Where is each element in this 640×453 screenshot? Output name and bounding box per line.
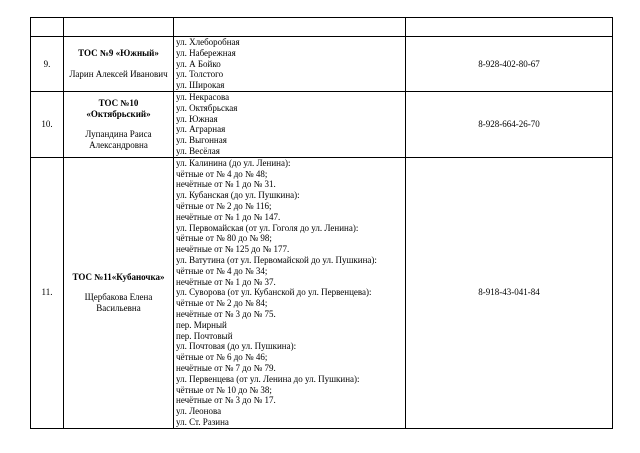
street-line: ул. Кубанская (до ул. Пушкина): <box>176 190 300 201</box>
street-line: ул. Суворова (от ул. Кубанской до ул. Первенцева): <box>176 287 372 298</box>
org-name: ТОС №9 «Южный» <box>78 48 159 59</box>
header-cell-phone <box>406 18 613 37</box>
tos-table <box>30 17 613 429</box>
header-cell-org <box>64 18 174 37</box>
street-line: ул. Ст. Разина <box>176 416 229 427</box>
street-line: ул. Хлеборобная <box>176 37 240 47</box>
street-line: ул. Почтовая (до ул. Пушкина): <box>176 341 297 352</box>
street-line: ул. Набережная <box>176 47 236 58</box>
street-line: ул. Аграрная <box>176 124 226 135</box>
street-line: ул. Первомайская (от ул. Гоголя до ул. Ленина): <box>176 222 359 233</box>
org-name: ТОС №11«Кубаночка» <box>72 271 165 282</box>
street-line: нечётные от № 1 до № 31. <box>176 179 276 190</box>
street-line: пер. Мирный <box>176 319 227 330</box>
street-line: ул. А Бойко <box>176 58 221 69</box>
streets-cell <box>174 91 406 157</box>
table-row <box>31 157 613 428</box>
org-name: ТОС №10 «Октябрьский» <box>86 97 151 119</box>
street-line: нечётные от № 7 до № 79. <box>176 362 276 373</box>
street-line: нечётные от № 125 до № 177. <box>176 244 290 255</box>
street-line: чётные от № 2 до № 116; <box>176 200 272 211</box>
street-line: ул. Октябрьская <box>176 102 238 113</box>
row-number: 11. <box>31 157 64 428</box>
street-line: чётные от № 2 до № 84; <box>176 298 268 309</box>
org-cell <box>64 157 174 428</box>
street-line: ул. Леонова <box>176 406 222 417</box>
street-line: чётные от № 4 до № 34; <box>176 265 268 276</box>
street-line: ул. Некрасова <box>176 91 230 102</box>
street-line: чётные от № 4 до № 48; <box>176 168 268 179</box>
org-cell <box>64 37 174 92</box>
street-line: ул. Толстого <box>176 69 224 80</box>
street-line: ул. Весёлая <box>176 145 220 156</box>
table-row <box>31 91 613 157</box>
header-cell-num <box>31 18 64 37</box>
streets-cell <box>174 157 406 428</box>
street-line: ул. Ватутина (от ул. Первомайской до ул. Пушкина): <box>176 254 377 265</box>
table-row <box>31 37 613 92</box>
street-line: ул. Первенцева (от ул. Ленина до ул. Пушкина): <box>176 373 360 384</box>
street-line: ул. Широкая <box>176 80 225 91</box>
street-line: ул. Выгонная <box>176 135 227 146</box>
phone-number: 8-928-664-26-70 <box>406 91 613 157</box>
street-line: нечётные от № 3 до № 17. <box>176 395 276 406</box>
phone-number: 8-918-43-041-84 <box>406 157 613 428</box>
street-line: нечётные от № 3 до № 75. <box>176 308 276 319</box>
street-line: чётные от № 6 до № 46; <box>176 352 268 363</box>
chairperson-name: Щербакова Елена Васильевна <box>84 292 153 314</box>
street-line: ул. Калинина (до ул. Ленина): <box>176 157 291 168</box>
street-line: чётные от № 10 до № 38; <box>176 384 272 395</box>
phone-number: 8-928-402-80-67 <box>406 37 613 92</box>
chairperson-name: Ларин Алексей Иванович <box>69 68 168 79</box>
street-line: нечётные от № 1 до № 147. <box>176 211 281 222</box>
streets-cell <box>174 37 406 92</box>
table-header-row <box>31 18 613 37</box>
row-number: 9. <box>31 37 64 92</box>
street-line: нечётные от № 1 до № 37. <box>176 276 276 287</box>
row-number: 10. <box>31 91 64 157</box>
street-line: чётные от № 80 до № 98; <box>176 233 272 244</box>
chairperson-name: Лупандина Раиса Александровна <box>85 129 152 151</box>
street-line: ул. Южная <box>176 113 218 124</box>
org-cell <box>64 91 174 157</box>
street-line: пер. Почтовый <box>176 330 233 341</box>
header-cell-streets <box>174 18 406 37</box>
